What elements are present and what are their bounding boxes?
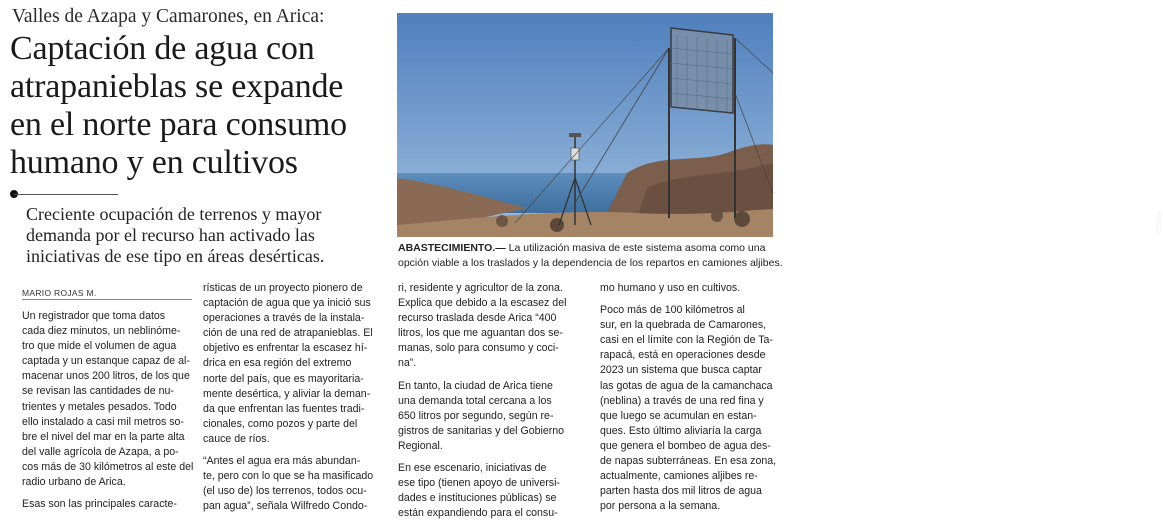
- paragraph-gap: [600, 296, 775, 303]
- text-line: 650 litros por segundo, según re-: [398, 409, 554, 422]
- headline-line: Captación de agua con: [10, 30, 315, 67]
- article-deck: [26, 204, 384, 267]
- text-line: norte del país, que es mayoritaria-: [203, 372, 364, 385]
- text-line: que luego se acumulan en estan-: [600, 409, 757, 422]
- text-line: Esas son las principales caracte-: [22, 498, 177, 511]
- text-line: objetivo es enfrentar la escasez hí-: [203, 342, 368, 355]
- text-line: cos más de 30 kilómetros al este del: [22, 460, 194, 473]
- text-line: mo humano y uso en cultivos.: [600, 282, 741, 294]
- text-line: radio urbano de Arica.: [22, 476, 126, 489]
- text-line: ción de una red de atrapanieblas. El: [203, 327, 373, 340]
- text-line: operaciones a través de la instala-: [203, 312, 365, 325]
- text-line: (neblina) a través de una red fina y: [600, 394, 764, 407]
- text-line: parten hasta dos mil litros de agua: [600, 485, 762, 498]
- article-kicker: Valles de Azapa y Camarones, en Arica:: [12, 6, 325, 27]
- text-line: te, pero con lo que se ha masificado: [203, 470, 374, 483]
- text-line: sur, en la quebrada de Camarones,: [600, 319, 767, 332]
- text-line: del valle agrícola de Azapa, a po-: [22, 445, 179, 458]
- text-line: da que enfrentan las fuentes tradi-: [203, 402, 365, 415]
- text-line: Un registrador que toma datos: [22, 310, 166, 322]
- text-line: mente desértica, y aliviar la deman-: [203, 387, 371, 400]
- text-line: manas, solo para consumo y coci-: [398, 342, 559, 355]
- text-line: ello instalado a casi mil metros so-: [22, 415, 184, 428]
- paragraph-gap: [398, 454, 584, 461]
- text-line: están expandiendo para el consu-: [398, 507, 558, 520]
- article-column-2: [203, 281, 385, 514]
- caption-label: ABASTECIMIENTO.—: [398, 242, 506, 254]
- photo-caption: [398, 241, 783, 271]
- text-line: trientes y metales pesados. Todo: [22, 400, 177, 413]
- text-line: actualmente, camiones aljibes re-: [600, 470, 758, 483]
- text-line: bre el nivel del mar en la parte alta: [22, 430, 185, 443]
- text-line: cada diez minutos, un neblinóme-: [22, 325, 181, 338]
- text-line: rapacá, está en operaciones desde: [600, 349, 766, 362]
- text-line: casi en el límite con la Región de Ta-: [600, 334, 773, 347]
- text-line: recurso traslada desde Arica “400: [398, 312, 557, 325]
- text-line: Explica que debido a la escasez del: [398, 297, 567, 310]
- caption-line: opción viable a los traslados y la dependencia de los repartos en camiones aljibes.: [398, 257, 783, 269]
- text-line: ri, residente y agricultor de la zona.: [398, 282, 563, 294]
- text-line: cauce de ríos.: [203, 432, 270, 445]
- headline-line: en el norte para consumo: [10, 106, 347, 143]
- deck-line: iniciativas de ese tipo en áreas desérticas.: [26, 246, 325, 266]
- text-line: dades e instituciones públicas) se: [398, 492, 557, 505]
- text-line: Poco más de 100 kilómetros al: [600, 304, 745, 317]
- text-line: ques. Esto último aliviaría la carga: [600, 424, 762, 437]
- article-headline: [10, 30, 390, 182]
- text-line: una demanda total cercana a los: [398, 394, 552, 407]
- headline-line: humano y en cultivos: [10, 144, 298, 181]
- paragraph-gap: [203, 447, 385, 454]
- text-line: ese tipo (tienen apoyo de universi-: [398, 477, 560, 490]
- text-line: por persona a la semana.: [600, 500, 721, 513]
- text-line: cionales, como pozos y parte del: [203, 417, 358, 430]
- text-line: na”.: [398, 357, 417, 370]
- text-line: tro que mide el volumen de agua: [22, 340, 177, 353]
- text-line: se revisan las cantidades de nu-: [22, 385, 174, 398]
- paragraph-gap: [398, 372, 584, 379]
- fog-catcher-photo: [397, 13, 1163, 237]
- text-line: las gotas de agua de la camanchaca: [600, 379, 773, 392]
- photo-credit: CEDIDA: [1157, 210, 1163, 233]
- text-line: (el uso de) los terrenos, todos ocu-: [203, 485, 367, 498]
- article-column-4: [600, 281, 775, 514]
- text-line: “Antes el agua era más abundan-: [203, 455, 361, 468]
- text-line: 2023 un sistema que busca captar: [600, 364, 762, 377]
- deck-line: Creciente ocupación de terrenos y mayor: [26, 204, 322, 224]
- text-line: macenar unos 200 litros, de los que: [22, 370, 190, 383]
- divider-rule: [14, 194, 118, 195]
- caption-line: [398, 241, 773, 256]
- deck-line: demanda por el recurso han activado las: [26, 225, 315, 245]
- text-line: En ese escenario, iniciativas de: [398, 462, 547, 475]
- text-line: que genera el bombeo de agua des-: [600, 439, 771, 452]
- article-column-1: [22, 309, 192, 512]
- text-line: En tanto, la ciudad de Arica tiene: [398, 379, 553, 392]
- text-line: Regional.: [398, 439, 443, 452]
- photo-illustration: [397, 13, 773, 237]
- paragraph-gap: [22, 490, 192, 497]
- caption-text: La utilización masiva de este sistema asoma como una: [505, 242, 766, 254]
- text-line: de napas subterráneas. En esa zona,: [600, 455, 777, 468]
- text-line: gistros de sanitarias y del Gobierno: [398, 424, 565, 437]
- text-line: litros, los que me aguantan dos se-: [398, 327, 563, 340]
- headline-line: atrapanieblas se expande: [10, 68, 344, 105]
- text-line: pan agua”, señala Wilfredo Condo-: [203, 500, 368, 513]
- text-line: drica en esa región del extremo: [203, 357, 352, 370]
- article-column-3: [398, 281, 584, 521]
- byline-rule: [22, 299, 192, 300]
- text-line: captación de agua que ya inició sus: [203, 297, 371, 310]
- text-line: rísticas de un proyecto pionero de: [203, 282, 363, 294]
- text-line: captada y un estanque capaz de al-: [22, 355, 190, 368]
- byline: MARIO ROJAS M.: [22, 288, 97, 298]
